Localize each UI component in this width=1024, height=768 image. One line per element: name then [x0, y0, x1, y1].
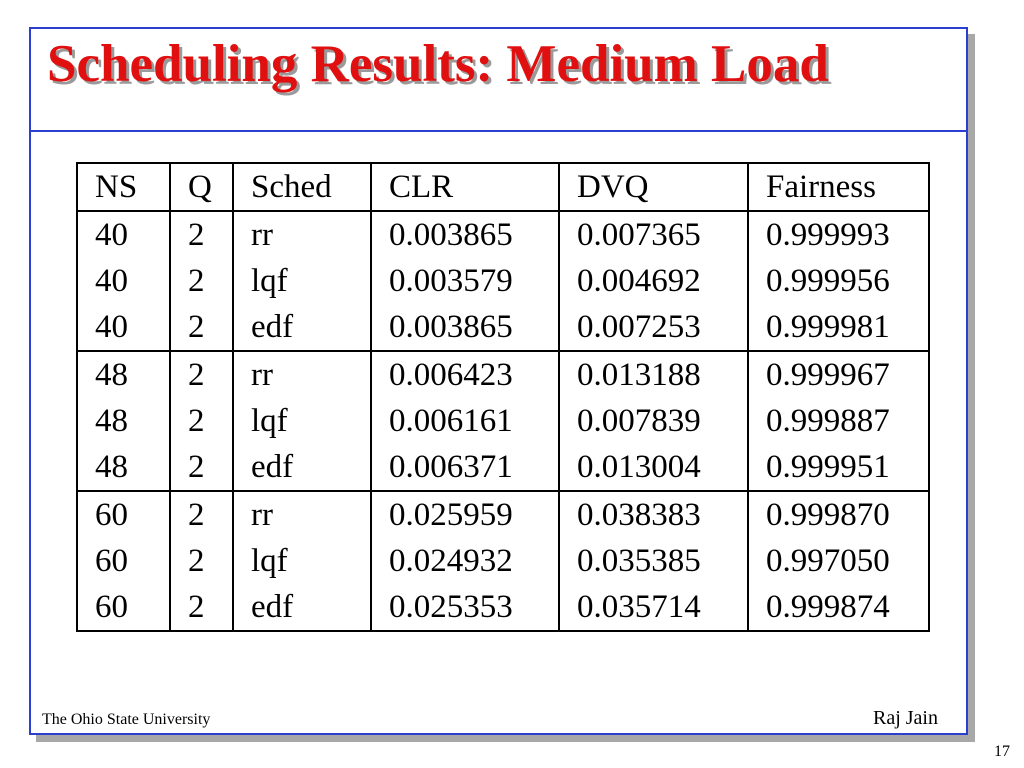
table-row: [77, 444, 929, 491]
cell-clr: 0.006371: [371, 444, 559, 491]
table-row: [77, 584, 929, 631]
cell-fairness: 0.999870: [748, 491, 929, 538]
cell-ns: 40: [77, 304, 170, 351]
cell-fairness: 0.997050: [748, 538, 929, 584]
results-table: [76, 162, 930, 632]
cell-ns: 60: [77, 538, 170, 584]
cell-q: 2: [170, 351, 233, 398]
cell-sched: edf: [233, 444, 371, 491]
table-row: [77, 304, 929, 351]
footer-institution: The Ohio State University: [42, 711, 211, 728]
cell-dvq: 0.004692: [559, 258, 748, 304]
cell-clr: 0.025959: [371, 491, 559, 538]
cell-ns: 60: [77, 491, 170, 538]
cell-dvq: 0.013188: [559, 351, 748, 398]
header-row: [77, 163, 929, 211]
cell-sched: lqf: [233, 398, 371, 444]
cell-sched: rr: [233, 211, 371, 258]
cell-clr: 0.006161: [371, 398, 559, 444]
cell-ns: 48: [77, 351, 170, 398]
cell-sched: lqf: [233, 538, 371, 584]
cell-clr: 0.025353: [371, 584, 559, 631]
cell-clr: 0.003865: [371, 304, 559, 351]
table-row: [77, 351, 929, 398]
cell-sched: edf: [233, 304, 371, 351]
table-row: [77, 398, 929, 444]
group-ns-60: [77, 491, 929, 631]
cell-fairness: 0.999956: [748, 258, 929, 304]
cell-q: 2: [170, 304, 233, 351]
cell-dvq: 0.013004: [559, 444, 748, 491]
cell-fairness: 0.999887: [748, 398, 929, 444]
header-clr: CLR: [371, 163, 559, 211]
footer-author: Raj Jain: [873, 707, 938, 729]
cell-dvq: 0.007365: [559, 211, 748, 258]
cell-ns: 48: [77, 444, 170, 491]
cell-ns: 48: [77, 398, 170, 444]
page-number: 17: [994, 743, 1010, 760]
cell-dvq: 0.007253: [559, 304, 748, 351]
cell-q: 2: [170, 584, 233, 631]
header-fairness: Fairness: [748, 163, 929, 211]
cell-sched: rr: [233, 351, 371, 398]
table-row: [77, 538, 929, 584]
cell-fairness: 0.999993: [748, 211, 929, 258]
cell-sched: lqf: [233, 258, 371, 304]
cell-dvq: 0.007839: [559, 398, 748, 444]
cell-q: 2: [170, 538, 233, 584]
cell-clr: 0.003579: [371, 258, 559, 304]
cell-q: 2: [170, 491, 233, 538]
cell-dvq: 0.038383: [559, 491, 748, 538]
cell-clr: 0.006423: [371, 351, 559, 398]
cell-fairness: 0.999951: [748, 444, 929, 491]
cell-clr: 0.024932: [371, 538, 559, 584]
cell-dvq: 0.035714: [559, 584, 748, 631]
group-ns-48: [77, 351, 929, 491]
cell-clr: 0.003865: [371, 211, 559, 258]
table-header: [77, 163, 929, 211]
title-divider: [31, 130, 966, 132]
table-row: [77, 211, 929, 258]
cell-dvq: 0.035385: [559, 538, 748, 584]
cell-ns: 40: [77, 258, 170, 304]
header-q: Q: [170, 163, 233, 211]
header-sched: Sched: [233, 163, 371, 211]
table-row: [77, 491, 929, 538]
cell-sched: edf: [233, 584, 371, 631]
header-dvq: DVQ: [559, 163, 748, 211]
table-row: [77, 258, 929, 304]
slide-title: Scheduling Results: Medium Load: [47, 35, 829, 93]
cell-ns: 40: [77, 211, 170, 258]
cell-q: 2: [170, 211, 233, 258]
cell-fairness: 0.999874: [748, 584, 929, 631]
cell-sched: rr: [233, 491, 371, 538]
cell-fairness: 0.999967: [748, 351, 929, 398]
cell-q: 2: [170, 258, 233, 304]
group-ns-40: [77, 211, 929, 351]
cell-q: 2: [170, 398, 233, 444]
cell-q: 2: [170, 444, 233, 491]
header-ns: NS: [77, 163, 170, 211]
cell-fairness: 0.999981: [748, 304, 929, 351]
cell-ns: 60: [77, 584, 170, 631]
